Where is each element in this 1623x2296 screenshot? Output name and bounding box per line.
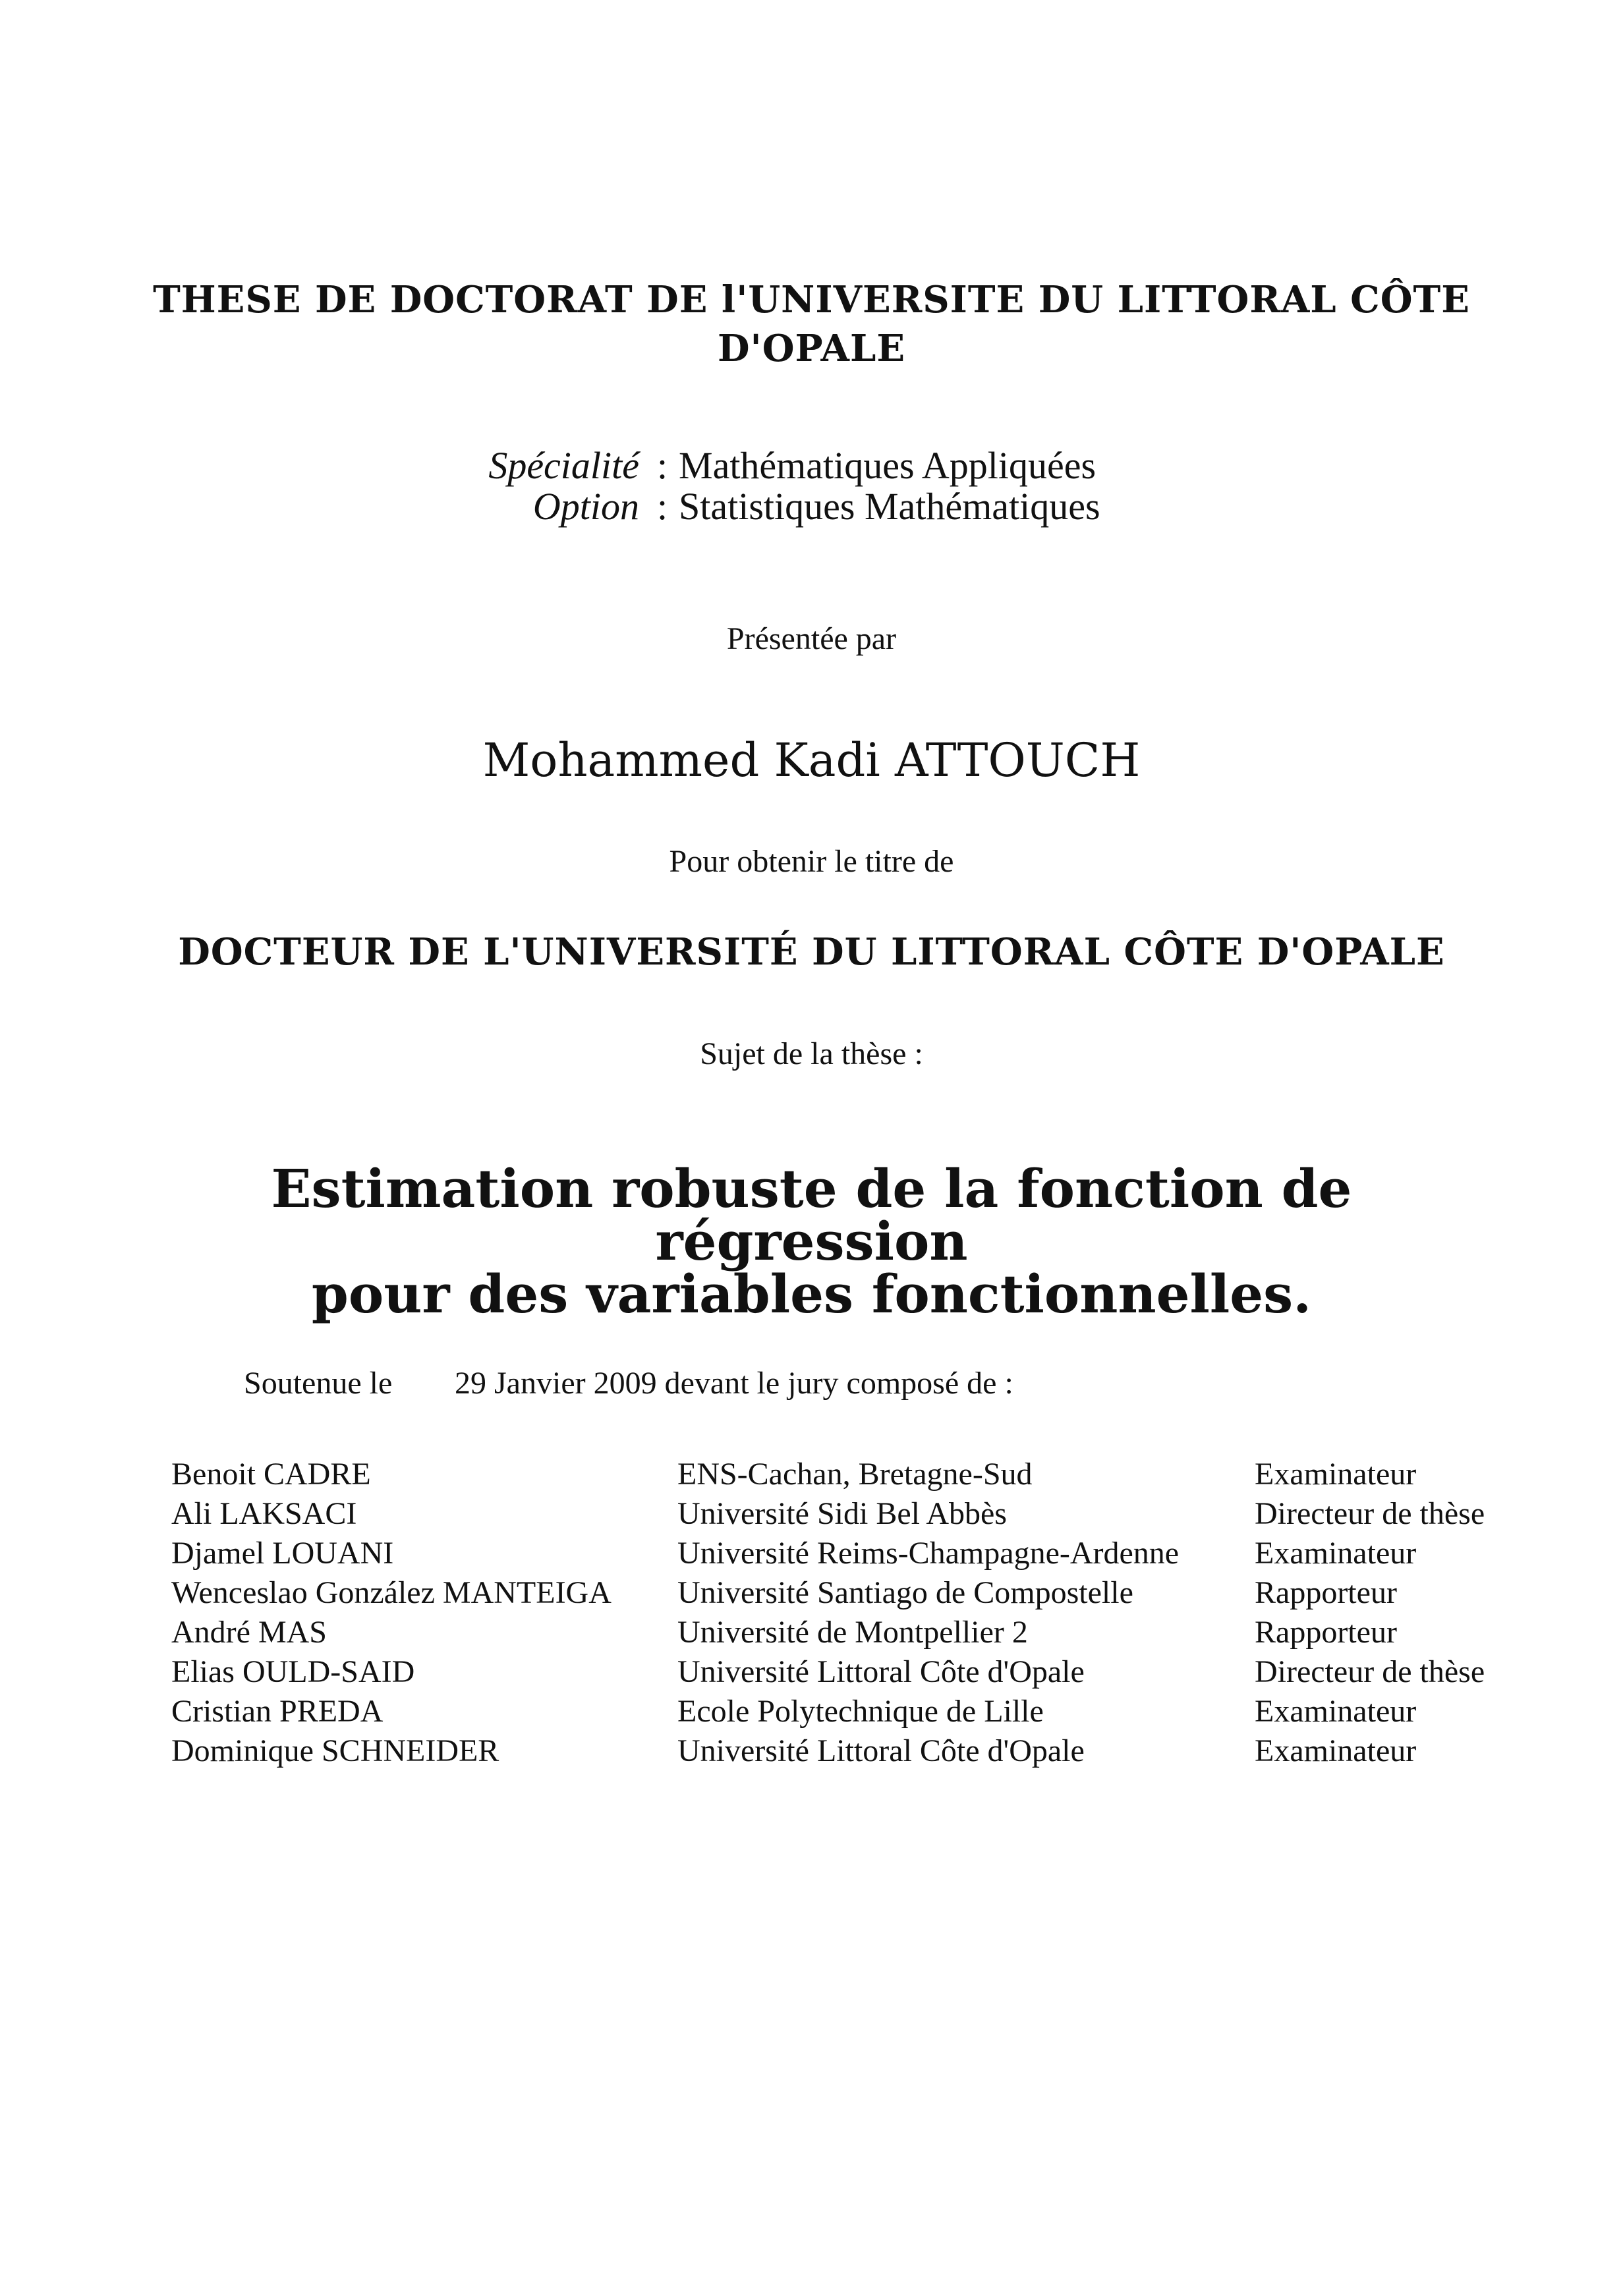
jury-member-name: Djamel LOUANI	[171, 1536, 394, 1571]
jury-member-institution: ENS-Cachan, Bretagne-Sud	[677, 1457, 1033, 1492]
jury-row	[171, 1534, 1555, 1573]
specialty-key: Spécialité	[488, 444, 639, 487]
jury-member-institution: Université Reims-Champagne-Ardenne	[677, 1536, 1180, 1571]
presented-by-label: Présentée par	[726, 621, 897, 656]
jury-row	[171, 1692, 1555, 1731]
jury-row	[171, 1455, 1555, 1494]
jury-member-role: Directeur de thèse	[1255, 1496, 1485, 1531]
jury-member-role: Examinateur	[1255, 1457, 1417, 1492]
jury-table	[171, 1455, 1555, 1771]
jury-row	[171, 1494, 1555, 1534]
subject-label: Sujet de la thèse :	[700, 1036, 923, 1071]
jury-member-name: Wenceslao González MANTEIGA	[171, 1575, 612, 1610]
option-row	[435, 486, 1226, 527]
jury-row	[171, 1613, 1555, 1652]
jury-member-institution: Université Littoral Côte d'Opale	[677, 1654, 1085, 1689]
jury-member-role: Directeur de thèse	[1255, 1654, 1485, 1689]
jury-member-name: Benoit CADRE	[171, 1457, 371, 1492]
jury-member-role: Examinateur	[1255, 1694, 1417, 1729]
jury-row	[171, 1652, 1555, 1692]
thesis-subject-line-1: Estimation robuste de la fonction de régression	[271, 1158, 1352, 1272]
jury-member-institution: Université Santiago de Compostelle	[677, 1575, 1133, 1610]
specialty-value: Mathématiques Appliquées	[679, 444, 1096, 487]
jury-member-name: André MAS	[171, 1615, 327, 1650]
thesis-header: THESE DE DOCTORAT DE l'UNIVERSITE DU LITTORAL CÔTE D'OPALE	[153, 278, 1470, 370]
specialty-separator: :	[656, 444, 668, 487]
jury-row	[171, 1573, 1555, 1613]
defense-label: Soutenue le	[244, 1366, 393, 1401]
specialty-row	[435, 445, 1226, 486]
author-name: Mohammed Kadi ATTOUCH	[482, 733, 1141, 787]
defense-line	[244, 1365, 1430, 1402]
jury-member-institution: Université Sidi Bel Abbès	[677, 1496, 1007, 1531]
jury-member-name: Ali LAKSACI	[171, 1496, 357, 1531]
option-value: Statistiques Mathématiques	[679, 485, 1100, 528]
defense-text: 29 Janvier 2009 devant le jury composé de :	[455, 1366, 1013, 1401]
thesis-subject-line-2: pour des variables fonctionnelles.	[311, 1263, 1312, 1325]
jury-member-institution: Université Littoral Côte d'Opale	[677, 1733, 1085, 1768]
jury-member-name: Elias OULD-SAID	[171, 1654, 415, 1689]
jury-member-role: Examinateur	[1255, 1536, 1417, 1571]
jury-member-role: Rapporteur	[1255, 1615, 1397, 1650]
thesis-subject-title	[132, 1158, 1491, 1325]
degree-title: DOCTEUR DE L'UNIVERSITÉ DU LITTORAL CÔTE D'OPALE	[178, 930, 1445, 974]
jury-member-institution: Ecole Polytechnique de Lille	[677, 1694, 1044, 1729]
option-separator: :	[656, 485, 668, 528]
jury-member-name: Cristian PREDA	[171, 1694, 384, 1729]
jury-member-role: Rapporteur	[1255, 1575, 1397, 1610]
option-key: Option	[532, 485, 639, 528]
specialty-block	[435, 445, 1226, 527]
jury-member-institution: Université de Montpellier 2	[677, 1615, 1028, 1650]
jury-row	[171, 1731, 1555, 1771]
jury-member-role: Examinateur	[1255, 1733, 1417, 1768]
jury-member-name: Dominique SCHNEIDER	[171, 1733, 499, 1768]
obtain-title-label: Pour obtenir le titre de	[669, 844, 954, 879]
